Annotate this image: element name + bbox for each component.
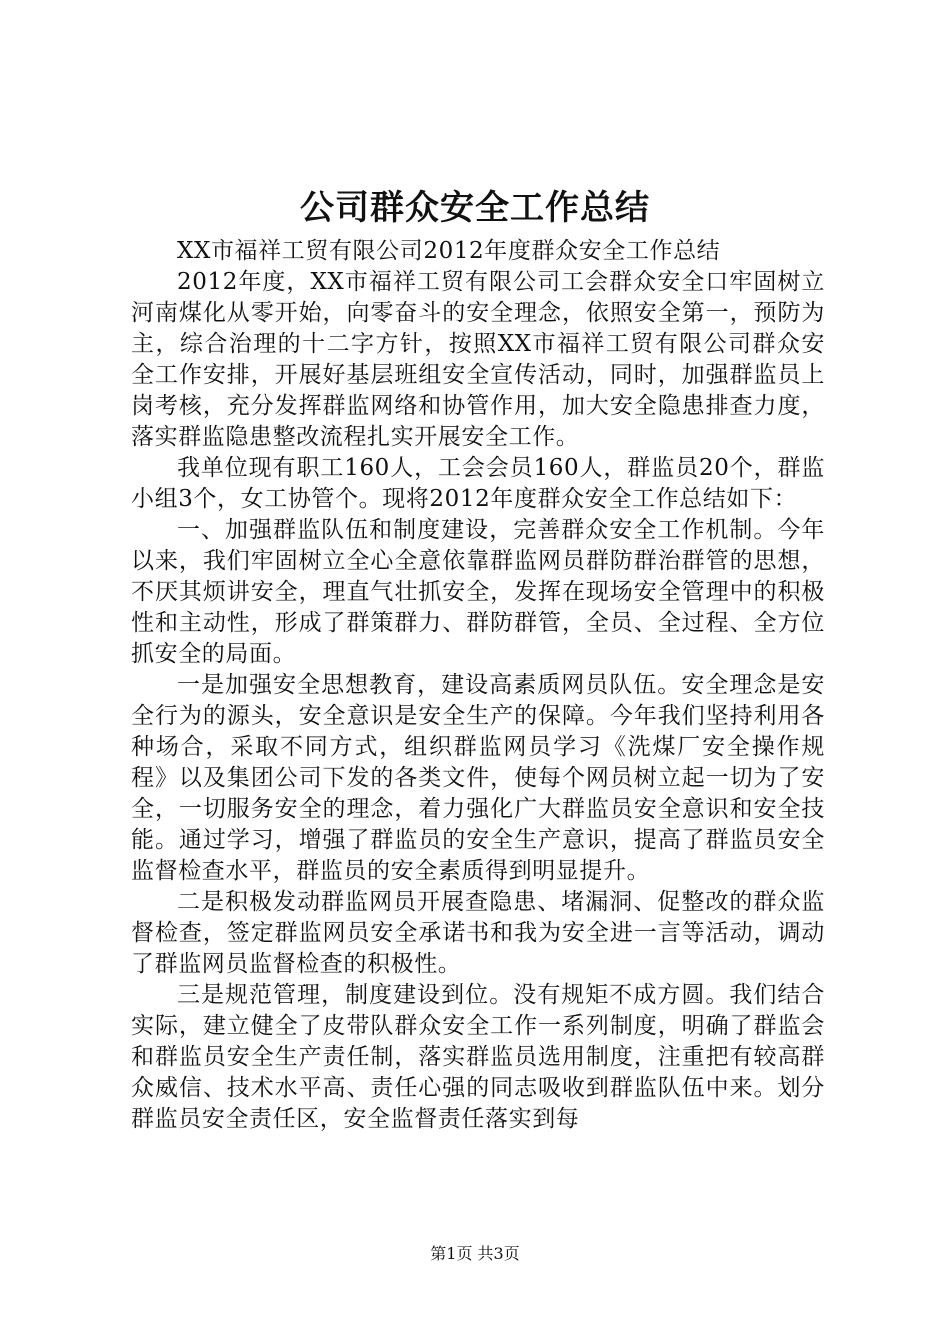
paragraph-staff-summary: 我单位现有职工160人，工会会员160人，群监员20个，群监小组3个，女工协管个。现将2012年度群众安全工作总结如下： bbox=[131, 455, 825, 512]
paragraph-subtitle: XX市福祥工贸有限公司2012年度群众安全工作总结 bbox=[177, 238, 721, 264]
document-body bbox=[131, 236, 825, 1135]
paragraph-section-one: 一、加强群监队伍和制度建设，完善群众安全工作机制。今年以来，我们牢固树立全心全意依靠群监网员群防群治群管的思想，不厌其烦讲安全，理直气壮抓安全，发挥在现场安全管理中的积极性和主动性，形成了群策群力、群防群管，全员、全过程、全方位抓安全的局面。 bbox=[131, 517, 825, 667]
paragraph-point-one: 一是加强安全思想教育，建设高素质网员队伍。安全理念是安全行为的源头，安全意识是安全生产的保障。今年我们坚持利用各种场合，采取不同方式，组织群监网员学习《洗煤厂安全操作规程》以及集团公司下发的各类文件，使每个网员树立起一切为了安全，一切服务安全的理念，着力强化广大群监员安全意识和安全技能。通过学习，增强了群监员的安全生产意识，提高了群监员安全监督检查水平，群监员的安全素质得到明显提升。 bbox=[131, 672, 825, 884]
paragraph-intro: 2012年度，XX市福祥工贸有限公司工会群众安全口牢固树立河南煤化从零开始，向零奋斗的安全理念，依照安全第一，预防为主，综合治理的十二字方针，按照XX市福祥工贸有限公司群众安全工作安排，开展好基层班组安全宣传活动，同时，加强群监员上岗考核，充分发挥群监网络和协管作用，加大安全隐患排查力度，落实群监隐患整改流程扎实开展安全工作。 bbox=[131, 269, 825, 450]
page-number-footer: 第1页 共3页 bbox=[430, 1244, 520, 1263]
paragraph-point-three: 三是规范管理，制度建设到位。没有规矩不成方圆。我们结合实际，建立健全了皮带队群众安全工作一系列制度，明确了群监会和群监员安全生产责任制，落实群监员选用制度，注重把有较高群众威信、技术水平高、责任心强的同志吸收到群监队伍中来。划分群监员安全责任区，安全监督责任落实到每 bbox=[131, 982, 825, 1132]
document-title: 公司群众安全工作总结 bbox=[300, 188, 650, 228]
paragraph-point-two: 二是积极发动群监网员开展查隐患、堵漏洞、促整改的群众监督检查，签定群监网员安全承诺书和我为安全进一言等活动，调动了群监网员监督检查的积极性。 bbox=[131, 889, 825, 977]
